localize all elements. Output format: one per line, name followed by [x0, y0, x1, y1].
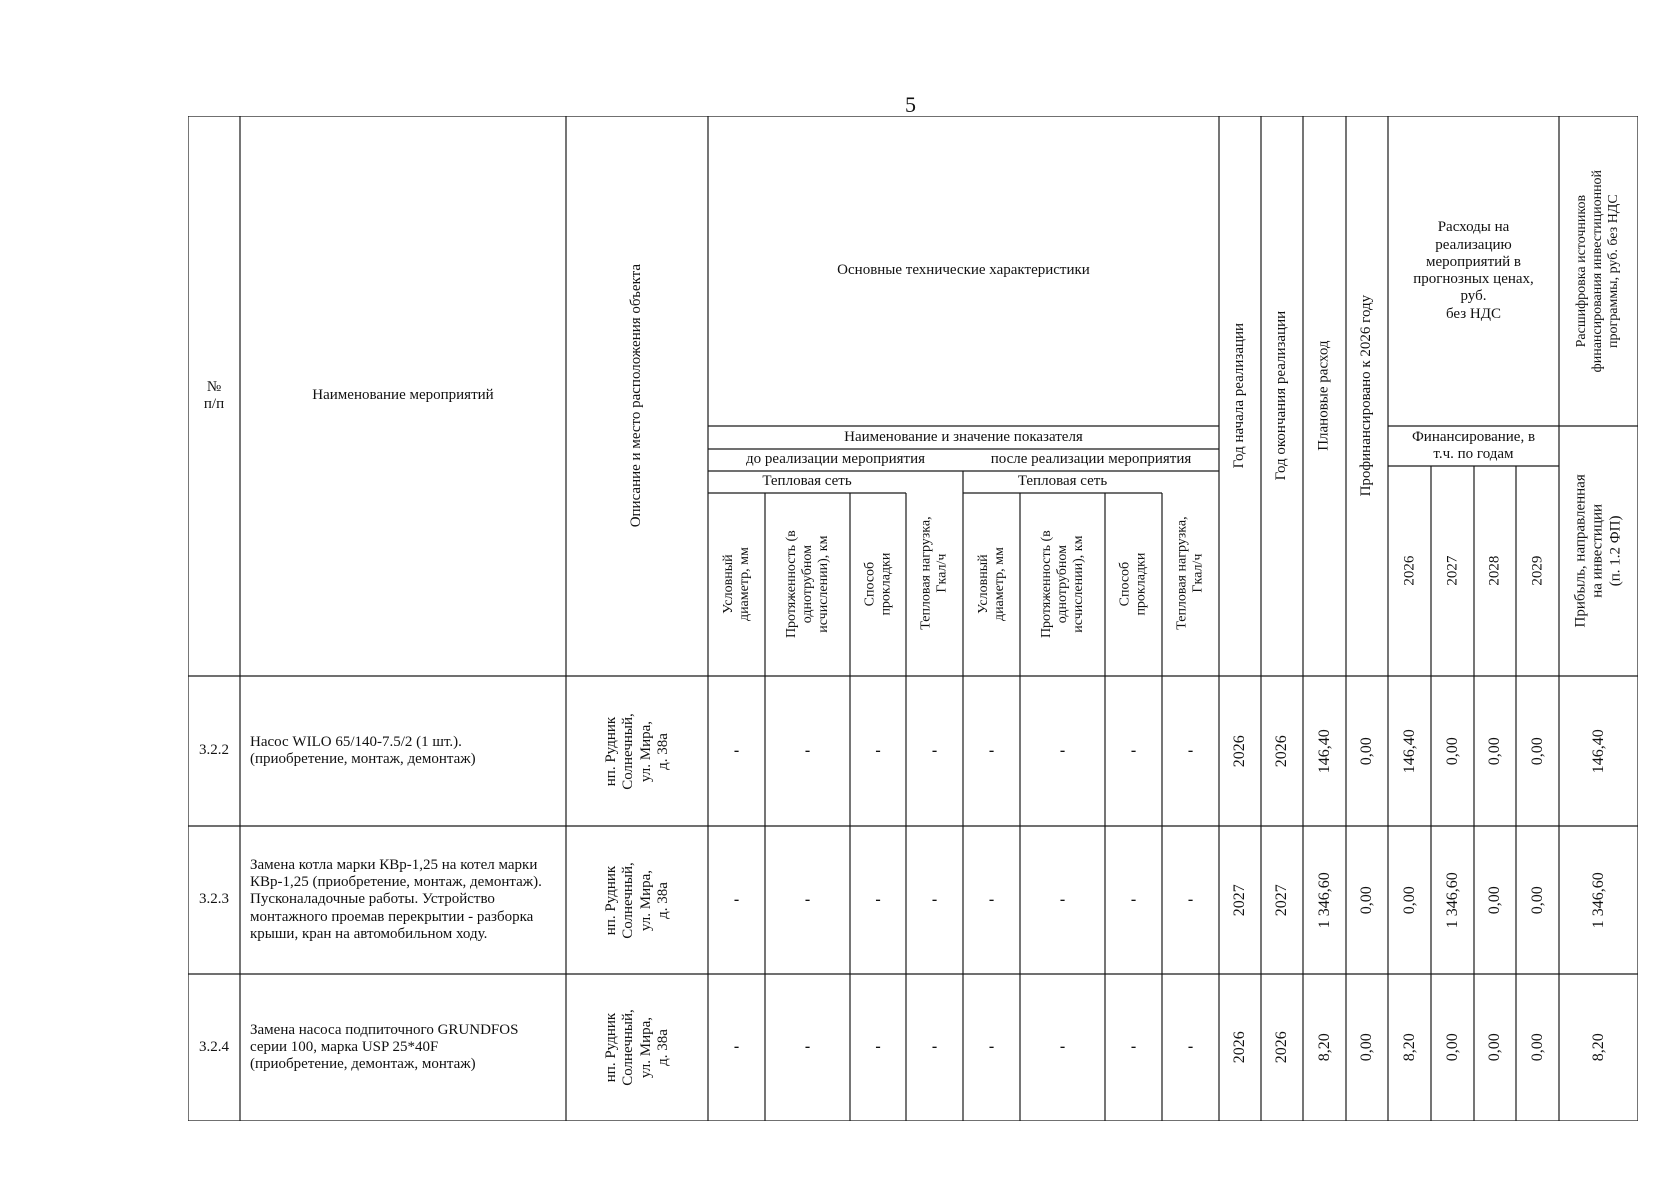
investment-table	[188, 116, 1638, 1121]
header-length-before: Протяженность (в однотрубном исчислении), км	[783, 530, 831, 639]
row-2028: 0,00	[1485, 1033, 1503, 1062]
row-2026: 0,00	[1400, 885, 1418, 914]
header-indicator: Наименование и значение показателя	[844, 428, 1083, 445]
row-load-before: -	[931, 1038, 938, 1056]
header-method-after: Способ прокладки	[1117, 553, 1149, 616]
row-profit: 8,20	[1589, 1033, 1607, 1062]
row-length-before: -	[804, 890, 811, 908]
row-financed: 0,00	[1357, 736, 1375, 765]
row-number: 3.2.4	[199, 1038, 229, 1055]
row-financed: 0,00	[1357, 885, 1375, 914]
row-year-start: 2026	[1230, 734, 1248, 767]
header-planned: Плановые расход	[1315, 340, 1332, 452]
page-number: 5	[905, 92, 916, 117]
row-2029: 0,00	[1528, 736, 1546, 765]
row-method-after: -	[1130, 741, 1137, 759]
row-location: нп. Рудник Солнечный, ул. Мира, д. 38а	[602, 861, 671, 939]
header-financed: Профинансировано к 2026 году	[1358, 295, 1375, 497]
header-number: № п/п	[203, 378, 225, 412]
row-2026: 8,20	[1400, 1033, 1418, 1062]
header-financing-years: Финансирование, в т.ч. по годам	[1411, 428, 1536, 462]
header-load-before: Тепловая нагрузка, Гкал/ч	[918, 516, 950, 631]
row-diameter-after: -	[988, 1038, 995, 1056]
header-year-end: Год окончания реализации	[1273, 311, 1290, 481]
row-method-before: -	[875, 1038, 881, 1056]
row-load-after: -	[1187, 741, 1194, 759]
row-location: нп. Рудник Солнечный, ул. Мира, д. 38а	[602, 712, 671, 790]
row-method-before: -	[875, 741, 881, 759]
header-method-before: Способ прокладки	[861, 553, 894, 616]
row-diameter-after: -	[988, 890, 995, 908]
row-2028: 0,00	[1485, 736, 1503, 765]
row-method-after: -	[1130, 1038, 1137, 1056]
row-length-before: -	[804, 1038, 811, 1056]
row-length-after: -	[1059, 890, 1066, 908]
row-diameter-after: -	[988, 741, 995, 759]
header-year-start: Год начала реализации	[1231, 323, 1248, 469]
row-load-after: -	[1187, 890, 1194, 908]
row-number: 3.2.3	[199, 891, 229, 908]
row-diameter-before: -	[733, 1038, 740, 1056]
header-location: Описание и место расположения объекта	[628, 264, 645, 528]
row-planned: 1 346,60	[1315, 871, 1333, 928]
row-year-end: 2026	[1272, 1031, 1290, 1064]
row-planned: 8,20	[1315, 1033, 1333, 1062]
row-name: Насос WILO 65/140-7.5/2 (1 шт.). (приобретение, монтаж, демонтаж)	[250, 733, 476, 767]
row-2027: 0,00	[1443, 736, 1461, 765]
header-after: после реализации мероприятия	[990, 451, 1192, 468]
row-year-start: 2027	[1230, 883, 1248, 916]
row-2027: 1 346,60	[1443, 871, 1461, 928]
row-profit: 1 346,60	[1589, 871, 1607, 928]
header-name: Наименование мероприятий	[312, 387, 494, 404]
row-year-end: 2026	[1272, 734, 1290, 767]
header-network-after: Тепловая сеть	[1017, 473, 1108, 490]
row-length-after: -	[1059, 741, 1066, 759]
row-length-before: -	[804, 741, 811, 759]
row-2026: 146,40	[1400, 728, 1418, 773]
row-planned: 146,40	[1315, 728, 1333, 773]
row-2028: 0,00	[1485, 885, 1503, 914]
header-load-after: Тепловая нагрузка, Гкал/ч	[1174, 516, 1206, 631]
header-diameter-before: Условный диаметр, мм	[720, 547, 752, 622]
row-load-after: -	[1187, 1038, 1194, 1056]
header-expenses: Расходы на реализацию мероприятий в прогнозных ценах, руб. без НДС	[1413, 219, 1534, 322]
header-diameter-after: Условный диаметр, мм	[975, 547, 1007, 622]
row-2027: 0,00	[1443, 1033, 1461, 1062]
header-network-before: Тепловая сеть	[762, 473, 852, 490]
row-diameter-before: -	[733, 741, 740, 759]
row-2029: 0,00	[1528, 1033, 1546, 1062]
row-location: нп. Рудник Солнечный, ул. Мира, д. 38а	[602, 1009, 671, 1086]
row-method-after: -	[1130, 890, 1137, 908]
row-load-before: -	[931, 890, 938, 908]
header-length-after: Протяженность (в однотрубном исчислении), км	[1038, 530, 1086, 639]
row-length-after: -	[1059, 1038, 1066, 1056]
header-year-2028: 2028	[1486, 556, 1503, 586]
row-year-end: 2027	[1272, 883, 1290, 916]
row-number: 3.2.2	[199, 742, 229, 759]
row-load-before: -	[931, 741, 938, 759]
header-tech: Основные технические характеристики	[837, 262, 1090, 279]
row-method-before: -	[875, 890, 881, 908]
header-year-2026: 2026	[1400, 556, 1417, 586]
row-financed: 0,00	[1357, 1033, 1375, 1062]
header-sources: Расшифровка источников финансирования инвестиционной программы, руб. без НДС	[1574, 169, 1622, 373]
row-2029: 0,00	[1528, 885, 1546, 914]
header-year-2027: 2027	[1443, 556, 1460, 586]
row-name: Замена насоса подпиточного GRUNDFOS серии 100, марка USP 25*40F (приобретение, демонтаж, монтаж)	[250, 1021, 519, 1073]
row-name: Замена котла марки КВр-1,25 на котел марки КВр-1,25 (приобретение, монтаж, демонтаж). Пусконаладочные работы. Устройство монтажного проемав перекрытии - разборка крыши, кран на автомобильном ходу.	[250, 856, 542, 942]
row-diameter-before: -	[733, 890, 740, 908]
header-before: до реализации мероприятия	[745, 451, 926, 468]
header-year-2029: 2029	[1528, 556, 1545, 586]
row-year-start: 2026	[1230, 1031, 1248, 1064]
header-profit: Прибыль, направленная на инвестиции (п. 1.2 ФП)	[1572, 474, 1624, 628]
row-profit: 146,40	[1589, 728, 1607, 773]
